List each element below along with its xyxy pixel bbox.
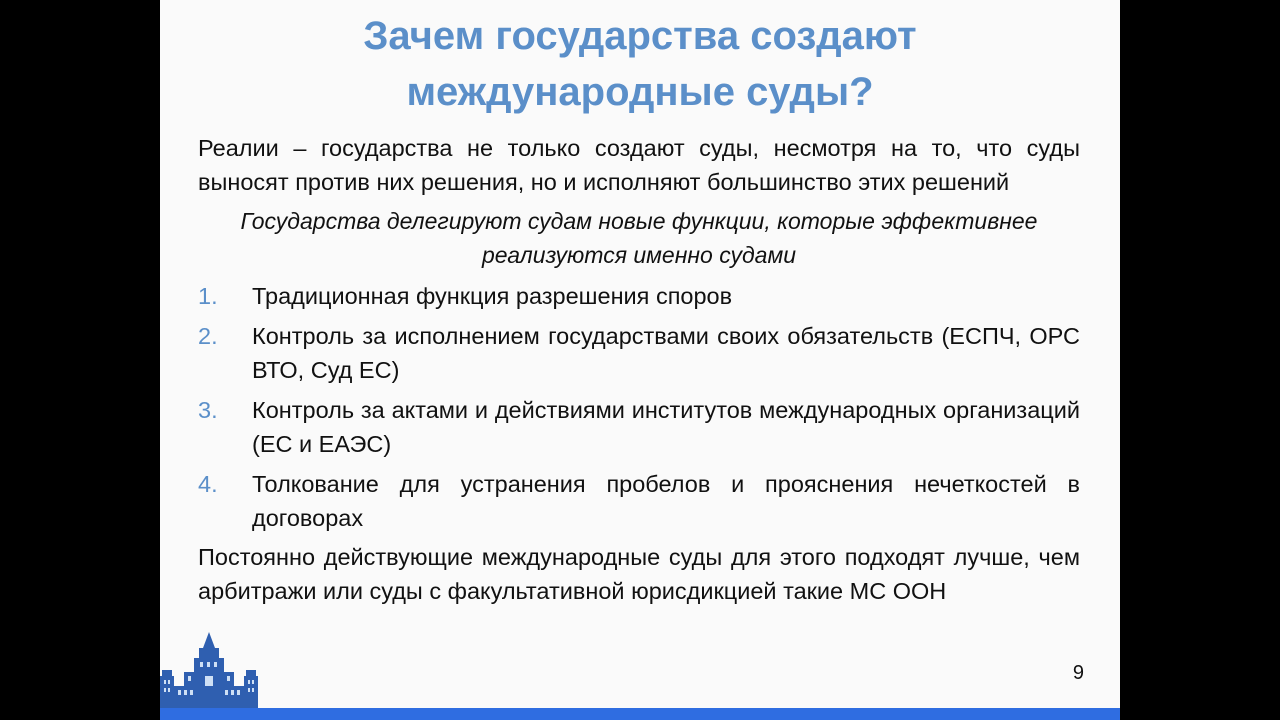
list-item bbox=[198, 279, 1080, 313]
italic-statement bbox=[198, 204, 1080, 272]
list-number: 3. bbox=[198, 397, 218, 423]
list-item bbox=[198, 467, 1080, 535]
list-item bbox=[198, 319, 1080, 387]
title-line-1: Зачем государства создают bbox=[363, 14, 917, 58]
title-line-2: международные суды? bbox=[406, 70, 874, 114]
slide bbox=[160, 0, 1120, 720]
list-text: Контроль за актами и действиями институтов международных организаций (ЕС и ЕАЭС) bbox=[252, 397, 1080, 457]
bottom-bar bbox=[160, 708, 1120, 720]
list-text: Контроль за исполнением государствами своих обязательств (ЕСПЧ, ОРС ВТО, Суд ЕС) bbox=[252, 323, 1080, 383]
list-number: 4. bbox=[198, 471, 218, 497]
list-text: Традиционная функция разрешения споров bbox=[252, 283, 733, 309]
list-number: 2. bbox=[198, 323, 218, 349]
italic-line-2: реализуются именно судами bbox=[481, 242, 797, 268]
list-text: Толкование для устранения пробелов и прояснения нечеткостей в договорах bbox=[252, 471, 1080, 531]
list-number: 1. bbox=[198, 283, 218, 309]
university-building-icon bbox=[160, 632, 258, 708]
functions-list bbox=[198, 279, 1080, 535]
italic-line-1: Государства делегируют судам новые функции, которые эффективнее bbox=[240, 208, 1038, 234]
slide-title bbox=[160, 8, 1120, 120]
page-number: 9 bbox=[1072, 662, 1084, 684]
conclusion-paragraph: Постоянно действующие международные суды для этого подходят лучше, чем арбитражи или суды с факультативной юрисдикцией такие МС ООН bbox=[198, 544, 1080, 604]
list-item bbox=[198, 393, 1080, 461]
intro-paragraph: Реалии – государства не только создают суды, несмотря на то, что суды выносят против них решения, но и исполняют большинство этих решений bbox=[198, 135, 1080, 195]
